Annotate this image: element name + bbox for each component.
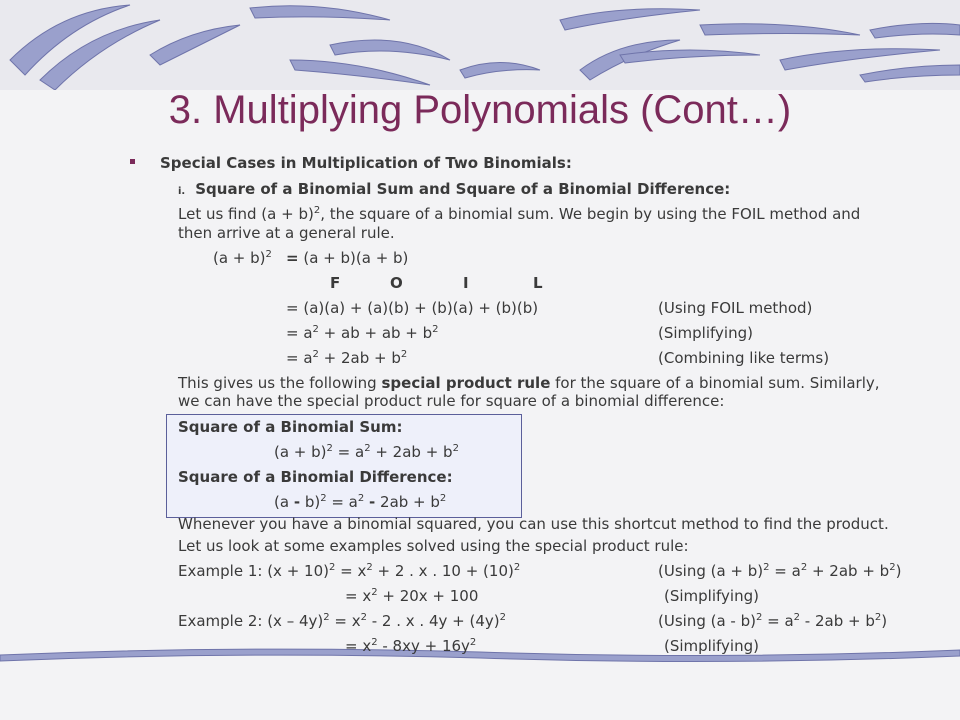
example-2-result-note: (Simplifying) — [664, 637, 759, 655]
example-1 — [178, 562, 520, 580]
result-text: + 20x + 100 — [377, 587, 479, 605]
derivation-rhs — [286, 249, 408, 267]
intro-line-2: then arrive at a general rule. — [178, 224, 395, 242]
exponent: 2 — [360, 612, 367, 623]
exponent: 2 — [432, 324, 439, 335]
rule-text: for the square of a binomial sum. Similarly, — [550, 374, 880, 392]
exponent: 2 — [400, 349, 408, 360]
lhs-text: (a + b) — [213, 249, 266, 267]
derivation-note-1: (Using FOIL method) — [658, 299, 813, 317]
exponent: 2 — [800, 562, 808, 573]
note-text: + 2ab + b — [807, 562, 890, 580]
exponent: 2 — [439, 493, 447, 504]
bullet-icon — [130, 159, 135, 164]
result-text: = x — [345, 587, 372, 605]
exponent: 2 — [763, 562, 770, 573]
foil-F: F — [330, 274, 341, 292]
step-text: + 2ab + b — [318, 349, 401, 367]
exponent: 2 — [366, 562, 373, 573]
derivation-step-3 — [286, 349, 407, 367]
shortcut-text: Whenever you have a binomial squared, you can use this shortcut method to find the product. — [178, 515, 889, 533]
derivation-step-1: = (a)(a) + (a)(b) + (b)(a) + (b)(b) — [286, 299, 539, 317]
exponent: 2 — [312, 324, 319, 335]
foil-L: L — [533, 274, 543, 292]
formula-text: = a — [326, 493, 358, 511]
note-text: = a — [769, 562, 801, 580]
example-1-note — [658, 562, 901, 580]
subsection-heading — [178, 180, 730, 201]
exponent: 2 — [265, 249, 272, 260]
exponent: 2 — [371, 587, 378, 598]
exponent: 2 — [755, 612, 763, 623]
sum-formula — [274, 443, 459, 461]
foil-O: O — [390, 274, 403, 292]
note-text: = a — [762, 612, 794, 630]
example-text: - 2 . x . 4y + (4y) — [366, 612, 500, 630]
section-heading: Special Cases in Multiplication of Two Binomials: — [160, 154, 572, 172]
intro-text: Let us find (a + b) — [178, 205, 314, 223]
sum-label: Square of a Binomial Sum: — [178, 418, 403, 436]
page-title: 3. Multiplying Polynomials (Cont…) — [168, 88, 792, 132]
exponent: 2 — [313, 205, 321, 216]
example-1-result-note: (Simplifying) — [664, 587, 759, 605]
exponent: 2 — [323, 612, 330, 623]
formula-text: 2ab + b — [375, 493, 440, 511]
example-text: = x — [329, 612, 361, 630]
exponent: 2 — [793, 612, 801, 623]
decorative-footer-swoosh — [0, 640, 960, 670]
exponent: 2 — [320, 493, 327, 504]
rule-text-line-2: we can have the special product rule for square of a binomial difference: — [178, 392, 725, 410]
formula-text: (a — [274, 493, 294, 511]
exponent: 2 — [357, 493, 365, 504]
derivation-note-3: (Combining like terms) — [658, 349, 830, 367]
note-text: ) — [895, 562, 902, 580]
example-1-result — [345, 587, 478, 605]
exponent: 2 — [312, 349, 319, 360]
examples-intro: Let us look at some examples solved using the special product rule: — [178, 537, 689, 555]
exponent: 2 — [364, 443, 371, 454]
example-2 — [178, 612, 506, 630]
foil-I: I — [463, 274, 469, 292]
example-text: Example 2: (x – 4y) — [178, 612, 324, 630]
roman-numeral: i. — [178, 186, 186, 197]
result-text: - 8xy + 16y — [377, 637, 470, 655]
note-text: (Using (a + b) — [658, 562, 764, 580]
example-2-note — [658, 612, 887, 630]
diff-formula — [274, 493, 446, 511]
example-2-result — [345, 637, 476, 655]
minus-sign: - — [369, 493, 376, 511]
equals-sign: = — [286, 249, 299, 267]
exponent: 2 — [371, 637, 378, 648]
intro-line-1 — [178, 205, 860, 223]
exponent: 2 — [326, 443, 333, 454]
rule-text-bold: special product rule — [381, 374, 551, 392]
derivation-note-2: (Simplifying) — [658, 324, 753, 342]
formula-text: (a + b) — [274, 443, 327, 461]
exponent: 2 — [889, 562, 896, 573]
rule-text: This gives us the following — [178, 374, 382, 392]
derivation-lhs — [213, 249, 272, 267]
formula-text: = a — [332, 443, 365, 461]
rule-text-line-1 — [178, 374, 880, 392]
decorative-header-swooshes — [0, 0, 960, 90]
exponent: 2 — [328, 562, 336, 573]
example-text: = x — [335, 562, 367, 580]
derivation-step-2 — [286, 324, 439, 342]
note-text: (Using (a - b) — [658, 612, 756, 630]
formula-text: b) — [300, 493, 321, 511]
exponent: 2 — [469, 637, 477, 648]
note-text: ) — [881, 612, 888, 630]
example-text: Example 1: (x + 10) — [178, 562, 329, 580]
exponent: 2 — [513, 562, 521, 573]
intro-text: , the square of a binomial sum. We begin by using the FOIL method and — [320, 205, 861, 223]
step-text: + ab + ab + b — [318, 324, 433, 342]
result-text: = x — [345, 637, 372, 655]
formula-text: + 2ab + b — [370, 443, 453, 461]
exponent: 2 — [499, 612, 506, 623]
rhs-text: (a + b)(a + b) — [303, 249, 409, 267]
diff-label: Square of a Binomial Difference: — [178, 468, 453, 486]
exponent: 2 — [452, 443, 459, 454]
example-text: + 2 . x . 10 + (10) — [372, 562, 514, 580]
step-text: = a — [286, 324, 313, 342]
minus-sign: - — [293, 493, 301, 511]
step-text: = a — [286, 349, 313, 367]
subsection-text: Square of a Binomial Sum and Square of a Binomial Difference: — [195, 180, 731, 198]
exponent: 2 — [874, 612, 882, 623]
note-text: - 2ab + b — [800, 612, 875, 630]
